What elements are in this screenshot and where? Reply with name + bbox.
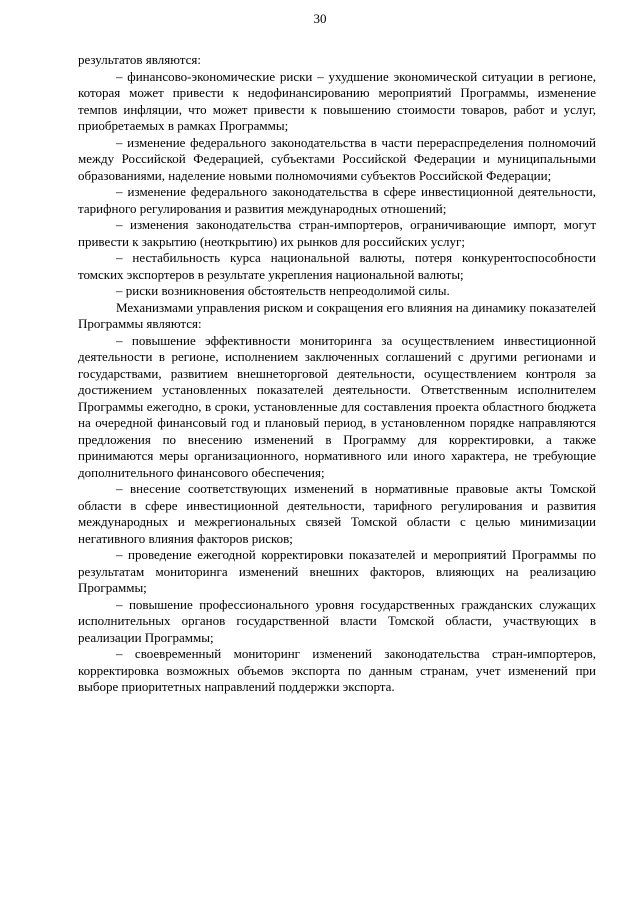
paragraph-mechanisms-heading: Механизмами управления риском и сокращения его влияния на динамику показателей Программы являются: — [78, 299, 596, 331]
risk-item-currency: – нестабильность курса национальной валюты, потеря конкурентоспособности томских экспортеров в результате укрепления национальной валюты; — [78, 250, 596, 282]
risk-item-importer-law: – изменения законодательства стран-импортеров, ограничивающие импорт, могут привести к закрытию (неоткрытию) их рынков для российских услуг; — [78, 217, 596, 249]
mechanism-item-regulations: – внесение соответствующих изменений в нормативные правовые акты Томской области в сфере инвестиционной деятельности, тарифного регулирования и развития международных и межрегиональных связей Томской области с целью минимизации негативного влияния факторов рисков; — [78, 481, 596, 546]
risk-item-federal-investment-law: – изменение федерального законодательства в сфере инвестиционной деятельности, тарифного регулирования и развития международных отношений; — [78, 184, 596, 216]
document-body — [78, 52, 596, 696]
paragraph-intro-continuation: результатов являются: — [78, 52, 201, 67]
risk-item-federal-powers: – изменение федерального законодательства в части перераспределения полномочий между Российской Федерацией, субъектами Российской Федерации и муниципальными образованиями, наделение новыми полномочиями субъектов Российской Федерации; — [78, 134, 596, 183]
risk-item-financial-economic: – финансово-экономические риски – ухудшение экономической ситуации в регионе, которая может привести к недофинансированию мероприятий Программы, изменение темпов инфляции, что может привести к повышению стоимости товаров, работ и услуг, приобретаемых в рамках Программы; — [78, 68, 596, 133]
mechanism-item-export-monitoring: – своевременный мониторинг изменений законодательства стран-импортеров, корректировка возможных объемов экспорта по данным странам, учет изменений при выборе приоритетных направлений поддержки экспорта. — [78, 646, 596, 694]
mechanism-item-monitoring: – повышение эффективности мониторинга за осуществлением инвестиционной деятельности в регионе, исполнением заключенных соглашений с другими регионами и государствами, развитием внешнеторговой деятельности, осуществлением контроля за достижением установленных показателей деятельности. Ответственным исполнителем Программы ежегодно, в сроки, установленные для составления проекта областного бюджета на очередной финансовый год и плановый период, в установленном порядке направляются предложения по внесению изменений в Программу для корректировки, а также принимаются меры организационного, нормативного или иного характера, не требующие дополнительного финансового обеспечения; — [78, 332, 596, 480]
page-number: 30 — [313, 11, 327, 26]
risk-item-force-majeure: – риски возникновения обстоятельств непреодолимой силы. — [116, 283, 450, 298]
mechanism-item-annual-adjustment: – проведение ежегодной корректировки показателей и мероприятий Программы по результатам мониторинга изменений внешних факторов, влияющих на реализацию Программы; — [78, 547, 596, 595]
mechanism-item-training: – повышение профессионального уровня государственных гражданских служащих исполнительных органов государственной власти Томской области, участвующих в реализации Программы; — [78, 596, 596, 645]
